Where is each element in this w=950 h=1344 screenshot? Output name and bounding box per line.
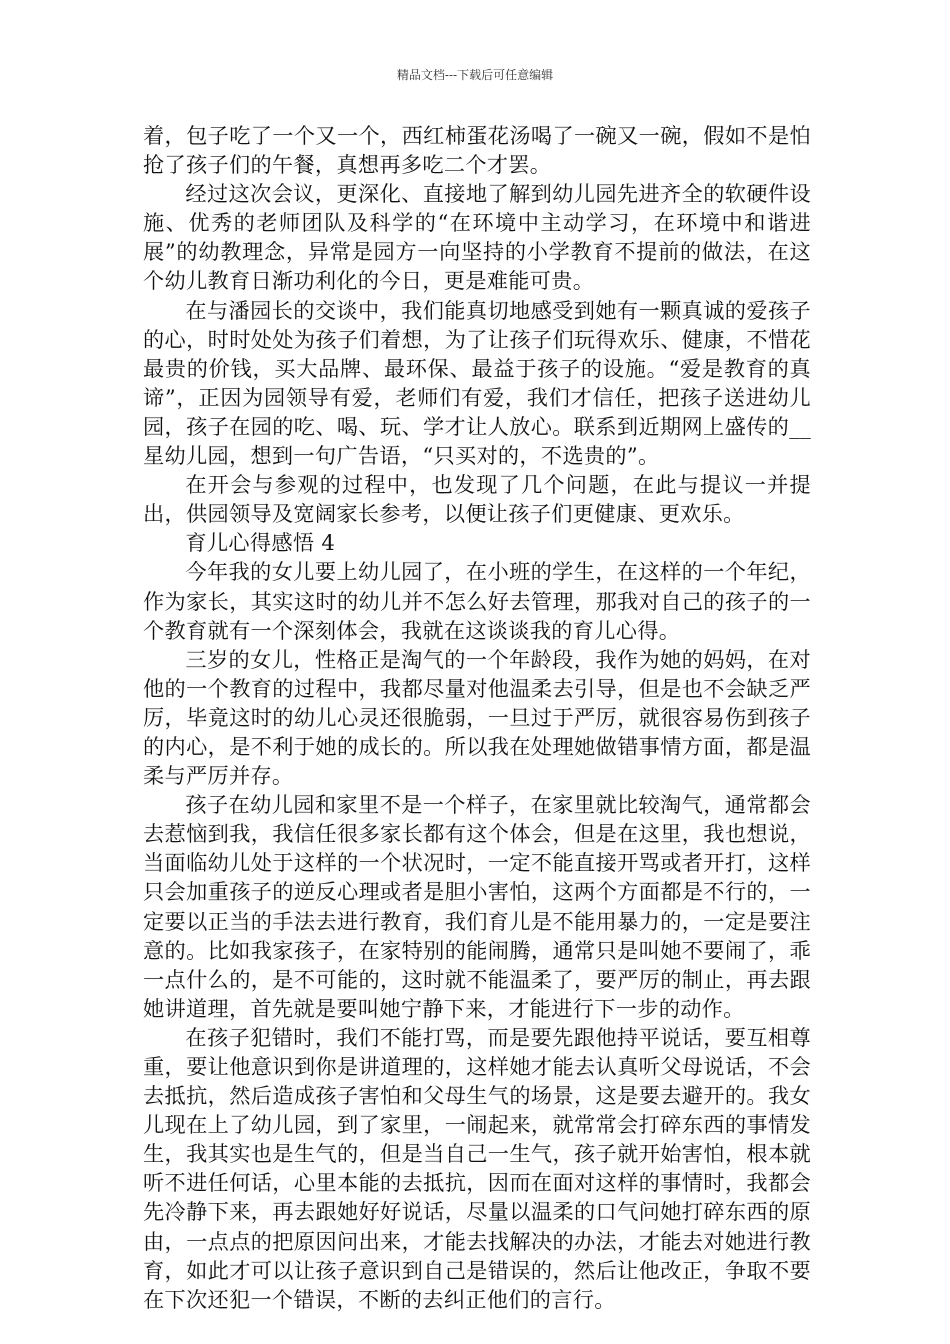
paragraph-continued: 着，包子吃了一个又一个，西红柿蛋花汤喝了一碗又一碗，假如不是怕抢了孩子们的午餐，真想再多吃二个才罢。 bbox=[143, 123, 811, 178]
paragraph: 孩子在幼儿园和家里不是一个样子，在家里就比较淘气，通常都会去惹恼到我，我信任很多家长都有这个体会，但是在这里，我也想说，当面临幼儿处于这样的一个状况时，一定不能直接开骂或者开打，这样只会加重孩子的逆反心理或者是胆小害怕，这两个方面都是不行的，一定要以正当的手法去进行教育，我们育儿是不能用暴力的，一定是要注意的。比如我家孩子，在家特别的能闹腾，通常只是叫她不要闹了，乖一点什么的，是不可能的，这时就不能温柔了，要严厉的制止，再去跟她讲道理，首先就是要叫她宁静下来，才能进行下一步的动作。 bbox=[143, 792, 811, 1021]
page-header: 精品文档---下载后可任意编辑 bbox=[396, 68, 554, 82]
section-heading: 育儿心得感悟 4 bbox=[185, 530, 336, 556]
paragraph: 在孩子犯错时，我们不能打骂，而是要先跟他持平说话，要互相尊重，要让他意识到你是讲道理的，这样她才能去认真听父母说话，不会去抵抗，然后造成孩子害怕和父母生气的场景，这是要去避开的。我女儿现在上了幼儿园，到了家里，一闹起来，就常常会打碎东西的事情发生，我其实也是生气的，但是当自己一生气，孩子就开始害怕，根本就听不进任何话，心里本能的去抵抗，因而在面对这样的事情时，我都会先冷静下来，再去跟她好好说话，尽量以温柔的口气问她打碎东西的原由，一点点的把原因问出来，才能去找解决的办法，才能去对她进行教育，如此才可以让孩子意识到自己是错误的，然后让他改正，争取不要在下次还犯一个错误，不断的去纠正他们的言行。 bbox=[143, 1024, 811, 1312]
paragraph: 三岁的女儿，性格正是淘气的一个年龄段，我作为她的妈妈，在对他的一个教育的过程中，我都尽量对他温柔去引导，但是也不会缺乏严厉，毕竟这时的幼儿心灵还很脆弱，一旦过于严厉，就很容易伤到孩子的内心，是不利于她的成长的。所以我在处理她做错事情方面，都是温柔与严厉并存。 bbox=[143, 646, 811, 789]
paragraph: 今年我的女儿要上幼儿园了，在小班的学生，在这样的一个年纪，作为家长，其实这时的幼儿并不怎么好去管理，那我对自己的孩子的一个教育就有一个深刻体会，我就在这谈谈我的育儿心得。 bbox=[143, 559, 811, 643]
paragraph: 在与潘园长的交谈中，我们能真切地感受到她有一颗真诚的爱孩子的心，时时处处为孩子们着想，为了让孩子们玩得欢乐、健康，不惜花最贵的价钱，买大品牌、最环保、最益于孩子的设施。“爱是教育的真谛”，正因为园领导有爱，老师们有爱，我们才信任，把孩子送进幼儿园，孩子在园的吃、喝、玩、学才让人放心。联系到近期网上盛传的__星幼儿园，想到一句广告语，“只买对的，不选贵的”。 bbox=[143, 297, 811, 469]
paragraph: 经过这次会议，更深化、直接地了解到幼儿园先进齐全的软硬件设施、优秀的老师团队及科学的“在环境中主动学习，在环境中和谐进展”的幼教理念，异常是园方一向坚持的小学教育不提前的做法，在这个幼儿教育日渐功利化的今日，更是难能可贵。 bbox=[143, 181, 811, 294]
document-body bbox=[143, 121, 811, 1314]
paragraph: 在开会与参观的过程中，也发现了几个问题，在此与提议一并提出，供园领导及宽阔家长参考，以便让孩子们更健康、更欢乐。 bbox=[143, 472, 811, 527]
